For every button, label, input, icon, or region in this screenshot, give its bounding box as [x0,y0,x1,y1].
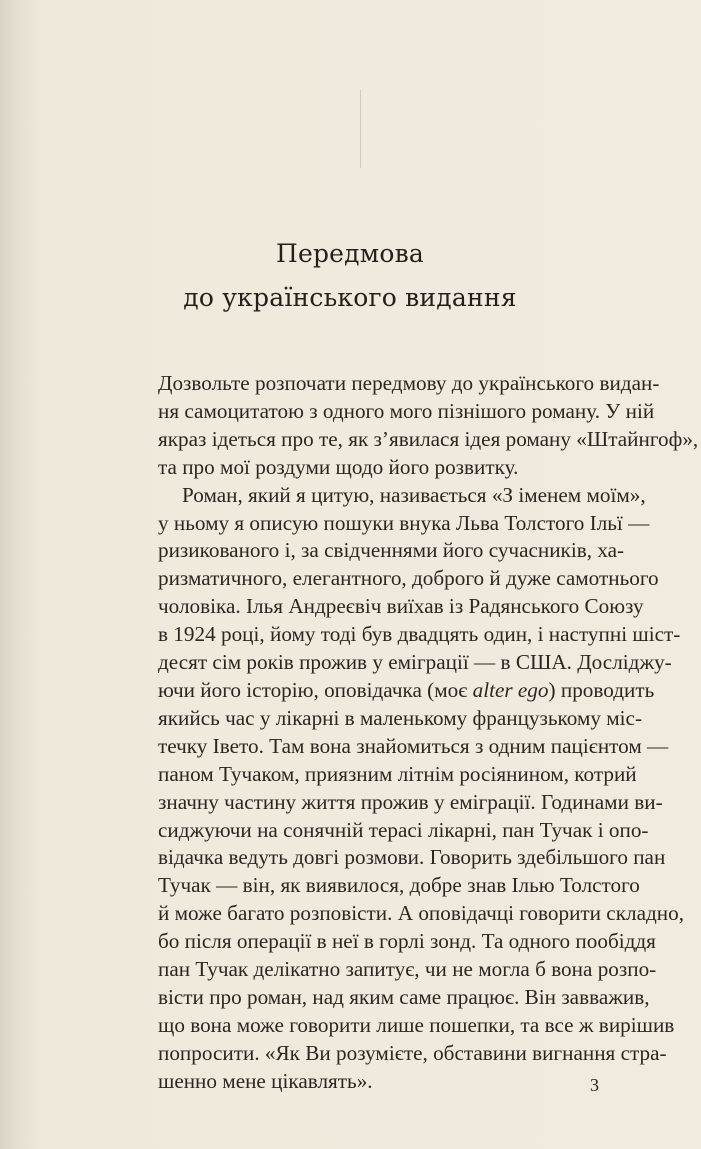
text-line: шенно мене цікавлять». [158,1068,373,1093]
text-line: течку Івето. Там вона знайомиться з одним пацієнтом — [158,733,669,758]
text-line: пан Тучак делікатно запитує, чи не могла б вона розпо- [158,957,657,982]
text-line: чоловіка. Ілья Андреєвіч виїхав із Радянського Союзу [158,594,644,619]
text-line: Роман, який я цитую, називається «З іменем моїм», [182,482,646,507]
text-line: паном Тучаком, приязним літнім росіянином, котрий [158,761,637,786]
text-line: Тучак — він, як виявилося, добре знав Ілью Толстого [158,873,640,898]
text-line: якийсь час у лікарні в маленькому французькому міс- [158,705,643,730]
text-line: та про мої роздуми щодо його розвитку. [158,454,519,479]
text-line: десят сім років прожив у еміграції — в США. Досліджу- [158,650,672,675]
text-line: якраз ідеться про те, як з’явилася ідея роману «Штайнгоф», [158,426,699,451]
text-line: що вона може говорити лише пошепки, та все ж вирішив [158,1012,675,1037]
text-line: відачка ведуть довгі розмови. Говорить здебільшого пан [158,845,666,870]
text-line: ня самоцитатою з одного мого пізнішого роману. У ній [158,398,655,423]
text-line: попросити. «Як Ви розумієте, обставини вигнання стра- [158,1040,667,1065]
text-line: ризматичного, елегантного, доброго й дуже самотнього [158,566,659,591]
text-line: Дозвольте розпочати передмову до українського видан- [158,371,660,395]
text-line: сиджуючи на сонячній терасі лікарні, пан Тучак і опо- [158,817,649,842]
heading-line-2: до українського видання [183,283,517,312]
text-line: бо після операції в неї в горлі зонд. Та одного пообіддя [158,929,656,954]
text-line: в 1924 році, йому тоді був двадцять один, і наступні шіст- [158,622,681,647]
body-text [158,370,699,1096]
text-line: вісти про роман, над яким саме працює. Він завважив, [158,984,650,1009]
show-through-mark [360,90,361,168]
heading-line-1: Передмова [275,239,425,268]
text-line: й може багато розповісти. А оповідачці говорити складно, [158,901,684,926]
chapter-heading [130,232,570,320]
text-line: ризикованого і, за свідченнями його сучасників, ха- [158,538,625,563]
text-line: ючи його історію, оповідачка (моє alter ego) проводить [158,677,655,702]
text-line: значну частину життя прожив у еміграції. Годинами ви- [158,789,663,814]
text-line: у ньому я описую пошуки внука Льва Толстого Ільї — [158,510,650,535]
page-number: 3 [590,1075,599,1095]
